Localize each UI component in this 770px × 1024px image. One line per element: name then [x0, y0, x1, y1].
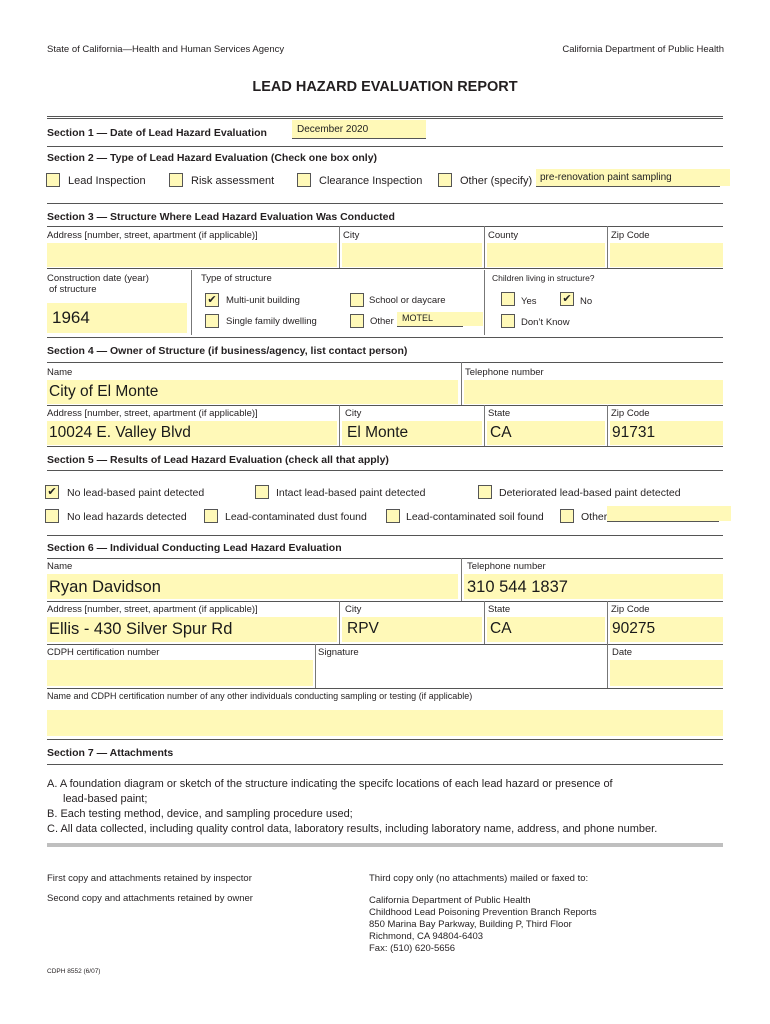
mail-fax-line: Fax: (510) 620-5656 — [369, 943, 456, 954]
deteriorated-lbp-checkbox[interactable] — [478, 485, 492, 499]
s3-zip-field[interactable] — [610, 243, 723, 267]
s4-name-value: City of El Monte — [49, 383, 159, 400]
section4-label: Section 4 — Owner of Structure (if business/agency, list contact person) — [47, 345, 408, 357]
mail-address-line: Richmond, CA 94804-6403 — [369, 931, 484, 942]
children-no-label: No — [580, 296, 593, 307]
section1-date-value: December 2020 — [297, 124, 369, 135]
attachment-a: A. A foundation diagram or sketch of the structure indicating the specifc locations of each lead hazard or presence of — [47, 778, 613, 790]
mail-address-line: 850 Marina Bay Parkway, Building P, Third Floor — [369, 919, 572, 930]
footer-divider — [47, 843, 723, 847]
structure-type-label: Type of structure — [201, 273, 272, 284]
s4-phone-field[interactable] — [464, 380, 723, 404]
children-label: Children living in structure? — [492, 273, 595, 283]
risk-assessment-label: Risk assessment — [191, 175, 275, 187]
other-individuals-field[interactable] — [47, 710, 723, 736]
date-field[interactable] — [610, 660, 723, 686]
section5-label: Section 5 — Results of Lead Hazard Evaluation (check all that apply) — [47, 454, 389, 466]
s6-zip-value: 90275 — [612, 620, 656, 637]
section6-label: Section 6 — Individual Conducting Lead Hazard Evaluation — [47, 542, 342, 554]
no-lbp-label: No lead-based paint detected — [67, 487, 205, 499]
other-type-value: pre-renovation paint sampling — [540, 172, 672, 183]
page-title: LEAD HAZARD EVALUATION REPORT — [252, 79, 518, 95]
section2-rule — [47, 146, 723, 147]
lead-inspection-label: Lead Inspection — [68, 175, 146, 187]
s6-city-value: RPV — [347, 620, 379, 637]
s3-city-field[interactable] — [342, 243, 482, 267]
s6-phone-label: Telephone number — [467, 561, 546, 572]
no-lbp-checkbox[interactable]: ✔ — [45, 485, 59, 499]
s3-county-field[interactable] — [487, 243, 605, 267]
agency-name: State of California—Health and Human Services Agency — [47, 44, 285, 55]
s6-address-value: Ellis - 430 Silver Spur Rd — [49, 620, 233, 638]
department-name: California Department of Public Health — [562, 44, 724, 55]
s4-name-label: Name — [47, 367, 73, 378]
dust-found-label: Lead-contaminated dust found — [225, 511, 367, 523]
intact-lbp-checkbox[interactable] — [255, 485, 269, 499]
date-label: Date — [612, 647, 633, 658]
children-yes-label: Yes — [521, 296, 537, 307]
s6-phone-value: 310 544 1837 — [467, 578, 568, 596]
deteriorated-lbp-label: Deteriorated lead-based paint detected — [499, 487, 681, 499]
attachment-c: C. All data collected, including quality control data, laboratory results, including laboratory name, address, and phone number. — [47, 823, 658, 835]
other-type-checkbox[interactable] — [438, 173, 452, 187]
section5-rule — [47, 446, 723, 447]
form-id: CDPH 8552 (6/07) — [47, 968, 101, 975]
single-family-label: Single family dwelling — [226, 316, 317, 327]
signature-label: Signature — [318, 647, 359, 658]
no-hazards-checkbox[interactable] — [45, 509, 59, 523]
section1-rule — [47, 116, 723, 119]
s6-state-label: State — [488, 604, 511, 615]
other-result-checkbox[interactable] — [560, 509, 574, 523]
second-copy-note: Second copy and attachments retained by owner — [47, 893, 253, 904]
section3-rule — [47, 203, 723, 204]
multi-unit-label: Multi-unit building — [226, 295, 300, 306]
section7-label: Section 7 — Attachments — [47, 747, 174, 759]
risk-assessment-checkbox[interactable] — [169, 173, 183, 187]
section1-label: Section 1 — Date of Lead Hazard Evaluation — [47, 127, 267, 139]
clearance-inspection-checkbox[interactable] — [297, 173, 311, 187]
other-result-field[interactable] — [607, 506, 731, 521]
s6-address-label: Address [number, street, apartment (if applicable)] — [47, 604, 258, 615]
mail-address-line: Childhood Lead Poisoning Prevention Branch Reports — [369, 907, 597, 918]
lead-inspection-checkbox[interactable] — [46, 173, 60, 187]
school-daycare-checkbox[interactable] — [350, 293, 364, 307]
no-hazards-label: No lead hazards detected — [67, 511, 187, 523]
s3-address-label: Address [number, street, apartment (if applicable)] — [47, 230, 258, 241]
s4-city-value: El Monte — [347, 424, 409, 441]
s4-city-label: City — [345, 408, 362, 419]
children-yes-checkbox[interactable] — [501, 292, 515, 306]
construction-label-1: Construction date (year) — [47, 273, 149, 284]
children-no-checkbox[interactable]: ✔ — [560, 292, 574, 306]
s3-county-label: County — [488, 230, 519, 241]
s6-city-label: City — [345, 604, 362, 615]
soil-found-checkbox[interactable] — [386, 509, 400, 523]
construction-label-2: of structure — [49, 284, 97, 295]
section3-label: Section 3 — Structure Where Lead Hazard Evaluation Was Conducted — [47, 211, 395, 223]
mail-address-line: California Department of Public Health — [369, 895, 531, 906]
s3-zip-label: Zip Code — [611, 230, 650, 241]
section6-rule — [47, 535, 723, 536]
s6-zip-label: Zip Code — [611, 604, 650, 615]
other-result-label: Other — [581, 511, 608, 523]
multi-unit-checkbox[interactable]: ✔ — [205, 293, 219, 307]
children-dontknow-checkbox[interactable] — [501, 314, 515, 328]
children-dontknow-label: Don’t Know — [521, 317, 570, 328]
section4-rule — [47, 337, 723, 338]
s4-zip-label: Zip Code — [611, 408, 650, 419]
first-copy-note: First copy and attachments retained by inspector — [47, 873, 252, 884]
school-daycare-label: School or daycare — [369, 295, 446, 306]
s4-state-value: CA — [490, 424, 512, 441]
other-type-label: Other (specify) — [460, 175, 533, 187]
cert-number-field[interactable] — [47, 660, 313, 686]
s3-city-label: City — [343, 230, 360, 241]
s4-state-label: State — [488, 408, 511, 419]
other-structure-value: MOTEL — [402, 313, 434, 323]
soil-found-label: Lead-contaminated soil found — [406, 511, 544, 523]
other-individuals-label: Name and CDPH certification number of any other individuals conducting sampling or testing (if applicable) — [47, 691, 473, 701]
single-family-checkbox[interactable] — [205, 314, 219, 328]
s6-name-label: Name — [47, 561, 73, 572]
construction-date-value: 1964 — [52, 308, 90, 327]
other-structure-label: Other — [370, 316, 394, 327]
s4-address-label: Address [number, street, apartment (if applicable)] — [47, 408, 258, 419]
s4-address-value: 10024 E. Valley Blvd — [49, 424, 191, 441]
s3-address-field[interactable] — [47, 243, 337, 267]
section2-label: Section 2 — Type of Lead Hazard Evaluation (Check one box only) — [47, 152, 378, 164]
other-structure-checkbox[interactable] — [350, 314, 364, 328]
clearance-inspection-label: Clearance Inspection — [319, 175, 423, 187]
s6-state-value: CA — [490, 620, 512, 637]
third-copy-note: Third copy only (no attachments) mailed or faxed to: — [369, 873, 589, 884]
intact-lbp-label: Intact lead-based paint detected — [276, 487, 426, 499]
s4-zip-value: 91731 — [612, 424, 656, 441]
attachment-a-cont: lead-based paint; — [63, 793, 148, 805]
cert-number-label: CDPH certification number — [47, 647, 160, 658]
dust-found-checkbox[interactable] — [204, 509, 218, 523]
s4-phone-label: Telephone number — [465, 367, 544, 378]
section7-rule — [47, 739, 723, 740]
attachment-b: B. Each testing method, device, and sampling procedure used; — [47, 808, 353, 820]
s6-name-value: Ryan Davidson — [49, 578, 161, 596]
